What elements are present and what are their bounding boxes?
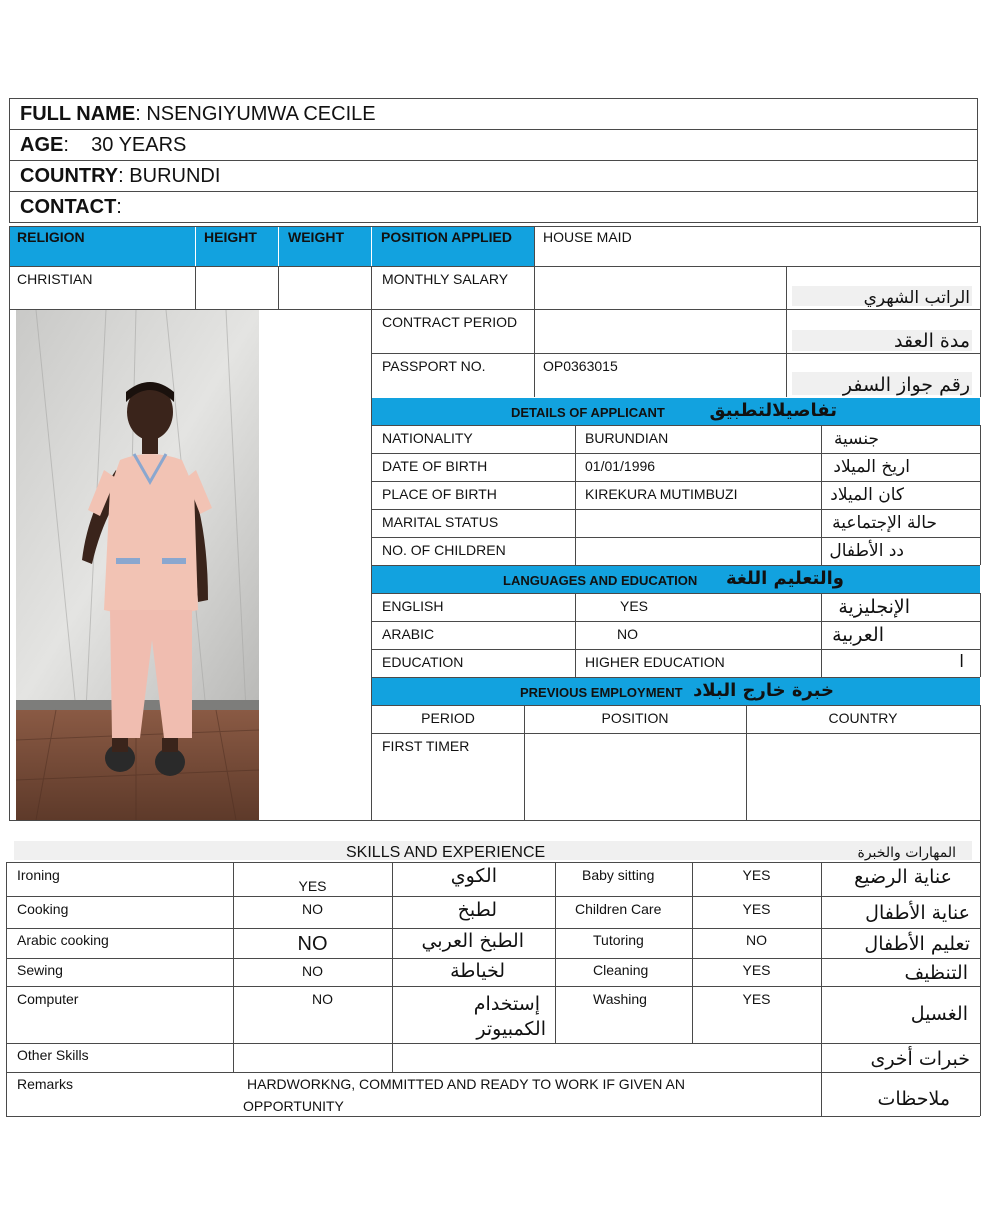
passport-value: OP0363015 [543,358,618,374]
education-arabic: ا [959,652,964,672]
applicant-photo [16,310,259,820]
age-label: AGE [20,134,64,156]
place-of-birth-arabic: كان الميلاد [830,485,904,505]
dob-label: DATE OF BIRTH [382,458,488,474]
full-name-row: FULL NAME: NSENGIYUMWA CECILE [20,103,376,125]
education-value: HIGHER EDUCATION [585,654,725,670]
other-skills-arabic: خبرات أخرى [870,1048,970,1070]
dob-arabic: اريخ الميلاد [833,457,910,477]
skill-computer-arabic-2: الكمبيوتر [476,1018,546,1040]
skills-title-arabic: المهارات والخبرة [857,845,956,861]
skill-arabic-cooking-value: NO [297,933,328,955]
arabic-value: NO [617,626,638,642]
age-row: AGE: 30 YEARS [20,134,187,156]
skill-baby-sitting-value: YES [742,867,771,883]
employment-position-header: POSITION [601,710,669,726]
employment-title-arabic: خبرة خارج البلاد [693,680,834,701]
skill-cleaning-arabic: التنظيف [904,962,968,984]
skill-tutoring-label: Tutoring [593,932,644,948]
height-header: HEIGHT [204,229,257,245]
skill-washing-value: YES [742,991,771,1007]
country-value: BURUNDI [129,165,221,187]
nationality-value: BURUNDIAN [585,430,669,446]
skill-cleaning-value: YES [742,962,771,978]
skill-baby-sitting-label: Baby sitting [582,867,655,883]
skill-arabic-cooking-label: Arabic cooking [17,932,109,948]
period-header: PERIOD [421,710,475,726]
skill-children-care-value: YES [742,901,771,917]
skill-cleaning-label: Cleaning [593,962,649,978]
skill-computer-value: NO [312,991,333,1007]
full-name-value: NSENGIYUMWA CECILE [146,103,376,125]
skill-sewing-value: NO [302,963,323,979]
skill-baby-sitting-arabic: عناية الرضيع [854,866,952,888]
marital-status-label: MARITAL STATUS [382,514,499,530]
religion-header: RELIGION [17,229,85,245]
place-of-birth-value: KIREKURA MUTIMBUZI [585,486,738,502]
details-title: DETAILS OF APPLICANT [511,405,665,420]
passport-arabic: رقم جواز السفر [842,374,970,396]
position-applied-header: POSITION APPLIED [381,229,512,245]
contact-row: CONTACT: [20,196,122,218]
first-timer-value: FIRST TIMER [382,738,470,754]
contract-period-arabic: مدة العقد [894,330,970,352]
education-label: EDUCATION [382,654,464,670]
position-applied-value: HOUSE MAID [543,229,632,245]
skill-computer-arabic-1: إستخدام [473,993,540,1015]
details-title-arabic: تفاصيلالتطبيق [709,400,837,421]
skill-washing-label: Washing [593,991,647,1007]
dob-value: 01/01/1996 [585,458,656,474]
skill-tutoring-value: NO [746,932,767,948]
employment-country-header: COUNTRY [828,710,898,726]
place-of-birth-label: PLACE OF BIRTH [382,486,497,502]
english-label: ENGLISH [382,598,444,614]
languages-title-arabic: والتعليم اللغة [725,568,844,589]
skill-cooking-arabic: لطبخ [457,899,497,921]
weight-header: WEIGHT [288,229,344,245]
other-skills-label: Other Skills [17,1047,89,1063]
skill-children-care-label: Children Care [575,901,662,917]
full-name-label: FULL NAME [20,103,136,125]
age-value: 30 YEARS [91,134,187,156]
contract-period-label: CONTRACT PERIOD [382,314,518,330]
skill-washing-arabic: الغسيل [910,1003,968,1025]
passport-label: PASSPORT NO. [382,358,486,374]
arabic-arabic: العربية [832,624,884,646]
remarks-line-2: OPPORTUNITY [243,1098,344,1114]
arabic-label: ARABIC [382,626,435,642]
skill-sewing-label: Sewing [17,962,63,978]
nationality-arabic: جنسية [833,429,879,449]
photo-illustration [16,310,259,820]
remarks-line-1: HARDWORKNG, COMMITTED AND READY TO WORK IF GIVEN AN [247,1076,685,1092]
languages-title: LANGUAGES AND EDUCATION [503,573,698,588]
contact-label: CONTACT [20,196,117,218]
skills-title: SKILLS AND EXPERIENCE [346,844,546,861]
marital-status-arabic: حالة الإجتماعية [832,513,937,533]
skill-arabic-cooking-arabic: الطبخ العربي [421,930,524,952]
skill-ironing-label: Ironing [17,867,60,883]
skill-ironing-arabic: الكوي [450,865,497,887]
skill-tutoring-arabic: تعليم الأطفال [864,933,970,955]
nationality-label: NATIONALITY [382,430,473,446]
skill-cooking-label: Cooking [17,901,69,917]
english-arabic: الإنجليزية [838,596,910,618]
monthly-salary-arabic: الراتب الشهري [863,288,970,308]
remarks-label: Remarks [17,1076,74,1092]
monthly-salary-label: MONTHLY SALARY [382,271,509,287]
english-value: YES [620,598,649,614]
country-label: COUNTRY [20,165,119,187]
skill-cooking-value: NO [302,901,323,917]
skill-computer-label: Computer [17,991,79,1007]
country-row: COUNTRY: BURUNDI [20,165,221,187]
skill-children-care-arabic: عناية الأطفال [865,902,970,924]
remarks-arabic: ملاحظات [877,1088,950,1110]
children-label: NO. OF CHILDREN [382,542,506,558]
employment-title: PREVIOUS EMPLOYMENT [520,685,683,700]
details-title-bar [372,398,980,425]
skill-ironing-value: YES [298,878,327,894]
skill-sewing-arabic: لخياطة [450,960,505,982]
religion-value: CHRISTIAN [17,271,93,287]
children-arabic: دد الأطفال [829,541,904,561]
